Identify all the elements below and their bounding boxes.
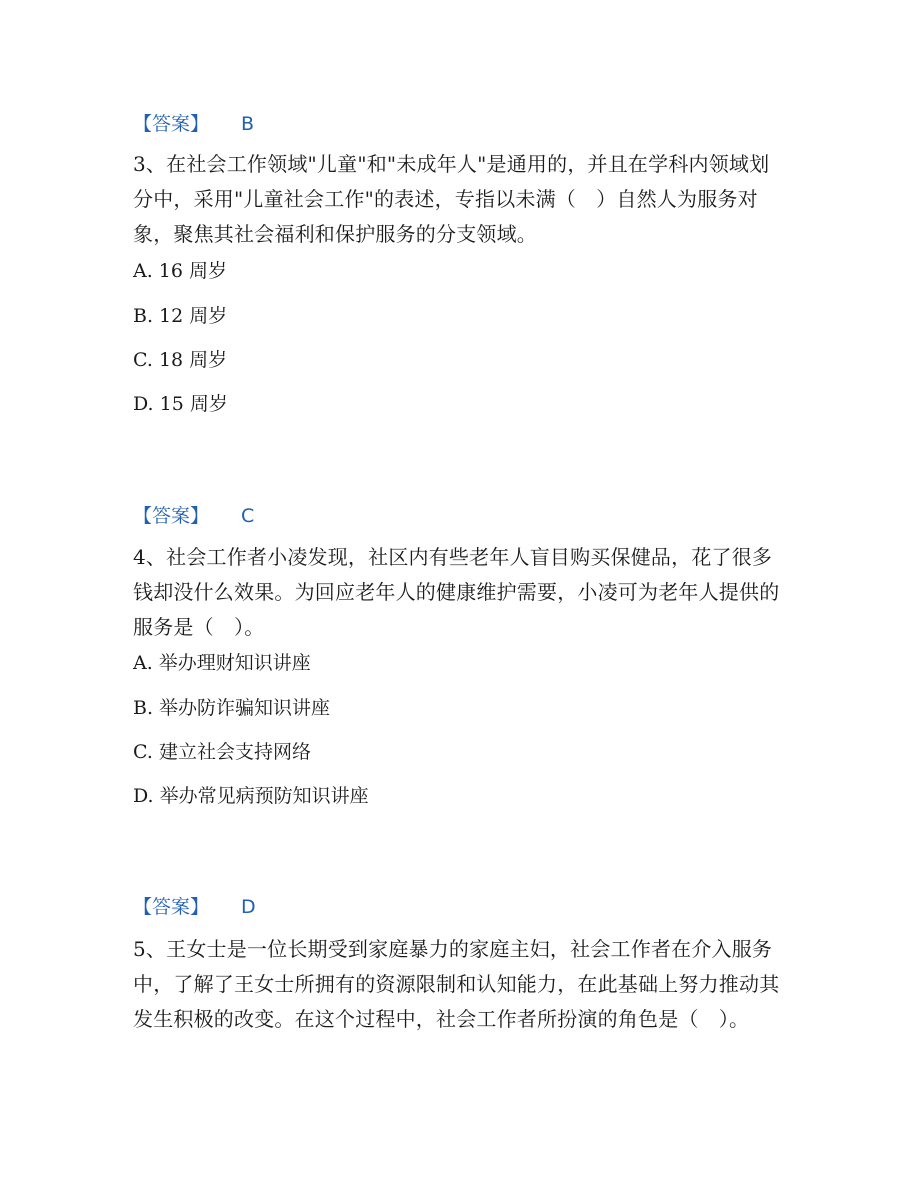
question-5-text: 5、王女士是一位长期受到家庭暴力的家庭主妇，社会工作者在介入服务中，了解了王女士所拥有的资源限制和认知能力，在此基础上努力推动其发生积极的改变。在这个过程中，社会工作者所扮演的角色是（ ）。 <box>133 937 780 1031</box>
question-4-option-c: C. 建立社会支持网络 <box>133 741 311 763</box>
answer-value: B <box>241 113 255 135</box>
answer-label: 【答案】 <box>133 113 210 135</box>
question-3-option-d: D. 15 周岁 <box>133 393 228 415</box>
answer-line <box>133 503 254 529</box>
question-3-option-c: C. 18 周岁 <box>133 349 228 371</box>
answer-value: D <box>241 896 256 918</box>
answer-line <box>133 894 256 920</box>
question-3-text: 3、在社会工作领域"儿童"和"未成年人"是通用的，并且在学科内领域划分中，采用"儿童社会工作"的表述，专指以未满（ ）自然人为服务对象，聚焦其社会福利和保护服务的分支领域。 <box>133 152 770 246</box>
answer-label: 【答案】 <box>133 505 210 527</box>
question-3-option-a: A. 16 周岁 <box>133 260 228 282</box>
question-4-option-d: D. 举办常见病预防知识讲座 <box>133 785 369 807</box>
answer-line <box>133 111 254 137</box>
question-4-text: 4、社会工作者小凌发现，社区内有些老年人盲目购买保健品，花了很多钱却没什么效果。为回应老年人的健康维护需要，小凌可为老年人提供的服务是（ ）。 <box>133 545 780 639</box>
answer-label: 【答案】 <box>133 896 210 918</box>
answer-value: C <box>241 505 255 527</box>
question-3-option-b: B. 12 周岁 <box>133 305 228 327</box>
question-4-option-b: B. 举办防诈骗知识讲座 <box>133 697 331 719</box>
question-4-option-a: A. 举办理财知识讲座 <box>133 652 311 674</box>
